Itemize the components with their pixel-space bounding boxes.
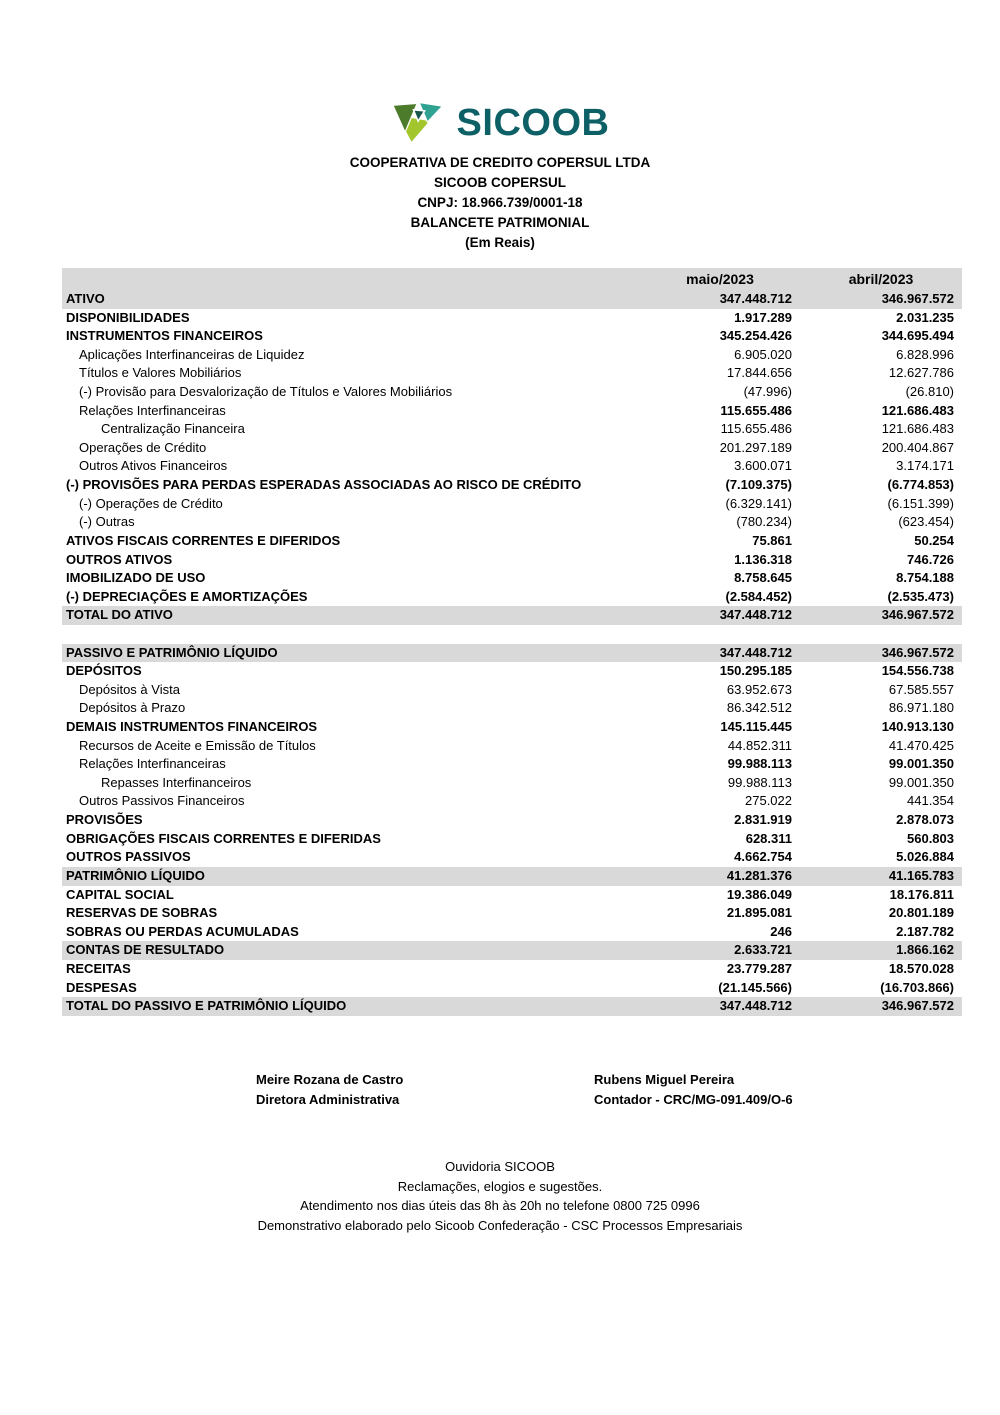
row-value-maio: 115.655.486 bbox=[720, 421, 792, 437]
table-row bbox=[62, 792, 962, 811]
table-row bbox=[62, 327, 962, 346]
row-value-maio: 99.988.113 bbox=[727, 756, 792, 772]
row-label: RECEITAS bbox=[66, 960, 131, 976]
table-row bbox=[62, 848, 962, 867]
row-label: DEMAIS INSTRUMENTOS FINANCEIROS bbox=[66, 719, 318, 735]
table-row bbox=[62, 830, 962, 849]
table-row bbox=[62, 420, 962, 439]
row-value-abril: 6.828.996 bbox=[896, 346, 954, 362]
row-value-abril: 154.556.738 bbox=[881, 663, 954, 679]
row-value-maio: (6.329.141) bbox=[725, 495, 792, 511]
row-label: DESPESAS bbox=[66, 979, 137, 995]
row-value-abril: 140.913.130 bbox=[881, 719, 954, 735]
table-row bbox=[62, 718, 962, 737]
report-title: BALANCETE PATRIMONIAL bbox=[410, 215, 590, 230]
row-value-maio: 201.297.189 bbox=[719, 439, 792, 455]
row-label: CAPITAL SOCIAL bbox=[66, 886, 174, 902]
row-value-abril: (6.151.399) bbox=[887, 495, 954, 511]
table-row bbox=[62, 606, 962, 625]
row-label: Centralização Financeira bbox=[101, 421, 245, 437]
table-row bbox=[62, 755, 962, 774]
table-row bbox=[62, 960, 962, 979]
row-value-abril: 2.031.235 bbox=[896, 309, 954, 325]
row-value-abril: 346.967.572 bbox=[881, 291, 954, 306]
table-row bbox=[62, 290, 962, 309]
table-row bbox=[62, 569, 962, 588]
row-value-abril: 18.570.028 bbox=[888, 960, 954, 976]
row-value-abril: 746.726 bbox=[907, 551, 954, 567]
table-row bbox=[62, 979, 962, 998]
row-value-maio: 44.852.311 bbox=[727, 737, 792, 753]
row-value-abril: 3.174.171 bbox=[896, 458, 954, 474]
balance-table bbox=[62, 268, 962, 1016]
row-label: Relações Interfinanceiras bbox=[79, 402, 226, 418]
row-value-abril: 41.165.783 bbox=[888, 867, 954, 883]
footer-atendimento: Atendimento nos dias úteis das 8h às 20h no telefone 0800 725 0996 bbox=[300, 1198, 700, 1213]
sicoob-logo-icon bbox=[391, 96, 449, 150]
row-label: Relações Interfinanceiras bbox=[79, 756, 226, 772]
sicoob-wordmark: SICOOB bbox=[456, 101, 610, 144]
row-value-abril: 346.967.572 bbox=[881, 998, 954, 1014]
row-value-abril: (623.454) bbox=[898, 514, 954, 530]
row-value-abril: 560.803 bbox=[907, 830, 954, 846]
row-value-abril: 67.585.557 bbox=[888, 681, 954, 697]
row-value-maio: 2.633.721 bbox=[734, 942, 792, 958]
row-value-maio: 246 bbox=[770, 923, 792, 939]
row-label: Outros Ativos Financeiros bbox=[79, 458, 228, 474]
row-value-abril: 99.001.350 bbox=[888, 756, 954, 772]
header-spacer bbox=[62, 268, 640, 290]
currency-note: (Em Reais) bbox=[465, 235, 535, 250]
table-row bbox=[62, 439, 962, 458]
document-title-block bbox=[0, 153, 1000, 253]
row-value-maio: 145.115.445 bbox=[720, 719, 792, 735]
cnpj: CNPJ: 18.966.739/0001-18 bbox=[417, 195, 583, 210]
column-header-abril: abril/2023 bbox=[848, 271, 914, 287]
row-label: PATRIMÔNIO LÍQUIDO bbox=[66, 867, 205, 883]
table-row bbox=[62, 625, 962, 644]
footer-ouvidoria: Ouvidoria SICOOB bbox=[445, 1159, 555, 1174]
row-value-abril: 344.695.494 bbox=[881, 328, 954, 344]
row-value-abril: 346.967.572 bbox=[881, 607, 954, 623]
row-value-maio: 275.022 bbox=[745, 793, 792, 809]
row-value-maio: (780.234) bbox=[736, 514, 792, 530]
table-row bbox=[62, 811, 962, 830]
row-value-abril: 18.176.811 bbox=[889, 886, 954, 902]
table-row bbox=[62, 644, 962, 663]
row-value-abril: 12.627.786 bbox=[888, 365, 954, 381]
table-row bbox=[62, 346, 962, 365]
row-label: DEPÓSITOS bbox=[66, 663, 142, 679]
row-label: Depósitos à Prazo bbox=[79, 700, 186, 716]
signature-right bbox=[594, 1070, 793, 1110]
row-value-maio: 17.844.656 bbox=[726, 365, 792, 381]
row-value-maio: 347.448.712 bbox=[719, 644, 792, 660]
row-value-maio: 6.905.020 bbox=[734, 346, 792, 362]
row-label: Outros Passivos Financeiros bbox=[79, 793, 245, 809]
row-label: TOTAL DO ATIVO bbox=[66, 607, 173, 623]
table-row bbox=[62, 476, 962, 495]
table-row bbox=[62, 774, 962, 793]
row-label: PASSIVO E PATRIMÔNIO LÍQUIDO bbox=[66, 644, 278, 660]
entity-name: SICOOB COPERSUL bbox=[433, 175, 566, 190]
row-value-maio: 23.779.287 bbox=[726, 960, 792, 976]
table-row bbox=[62, 532, 962, 551]
table-row bbox=[62, 904, 962, 923]
row-value-abril: (16.703.866) bbox=[880, 979, 954, 995]
row-value-maio: 345.254.426 bbox=[719, 328, 792, 344]
table-row bbox=[62, 495, 962, 514]
row-value-maio: 347.448.712 bbox=[719, 998, 792, 1014]
row-label: ATIVOS FISCAIS CORRENTES E DIFERIDOS bbox=[66, 532, 341, 548]
row-value-maio: 347.448.712 bbox=[719, 291, 792, 306]
table-row bbox=[62, 737, 962, 756]
row-value-maio: 21.895.081 bbox=[726, 905, 792, 921]
row-value-maio: (2.584.452) bbox=[725, 588, 792, 604]
row-value-abril: 2.878.073 bbox=[896, 812, 954, 828]
table-row bbox=[62, 681, 962, 700]
table-row bbox=[62, 588, 962, 607]
row-value-abril: 5.026.884 bbox=[896, 849, 954, 865]
row-label: SOBRAS OU PERDAS ACUMULADAS bbox=[66, 923, 299, 939]
table-row bbox=[62, 886, 962, 905]
column-header-maio: maio/2023 bbox=[686, 271, 754, 287]
row-value-abril: 1.866.162 bbox=[896, 942, 954, 958]
footer-reclamacoes: Reclamações, elogios e sugestões. bbox=[397, 1178, 603, 1194]
signature-left bbox=[256, 1070, 403, 1110]
row-value-maio: 41.281.376 bbox=[726, 867, 792, 883]
row-label: RESERVAS DE SOBRAS bbox=[66, 905, 218, 921]
signature-right-name: Rubens Miguel Pereira bbox=[594, 1072, 735, 1087]
row-label: IMOBILIZADO DE USO bbox=[66, 570, 206, 586]
row-label: Depósitos à Vista bbox=[79, 681, 180, 697]
row-value-maio: 4.662.754 bbox=[734, 849, 792, 865]
row-value-maio: (21.145.566) bbox=[718, 979, 792, 995]
table-row bbox=[62, 402, 962, 421]
row-label: Aplicações Interfinanceiras de Liquidez bbox=[79, 346, 305, 362]
cooperative-name: COOPERATIVA DE CREDITO COPERSUL LTDA bbox=[349, 155, 651, 170]
row-label: ATIVO bbox=[66, 291, 105, 306]
row-value-abril: 8.754.188 bbox=[896, 570, 954, 586]
row-label: (-) Outras bbox=[79, 514, 135, 530]
row-label: (-) DEPRECIAÇÕES E AMORTIZAÇÕES bbox=[66, 588, 308, 604]
table-row bbox=[62, 662, 962, 681]
row-label: Repasses Interfinanceiros bbox=[101, 774, 252, 790]
row-value-abril: 346.967.572 bbox=[881, 644, 954, 660]
row-value-maio: 86.342.512 bbox=[726, 700, 792, 716]
sicoob-logo bbox=[0, 96, 1000, 150]
row-value-maio: 347.448.712 bbox=[719, 607, 792, 623]
table-row bbox=[62, 383, 962, 402]
row-value-abril: 200.404.867 bbox=[881, 439, 954, 455]
row-value-maio: 75.861 bbox=[752, 532, 792, 548]
row-value-abril: 41.470.425 bbox=[888, 737, 954, 753]
row-value-maio: 63.952.673 bbox=[726, 681, 792, 697]
row-label: Recursos de Aceite e Emissão de Títulos bbox=[79, 737, 316, 753]
row-label: OUTROS PASSIVOS bbox=[66, 849, 191, 865]
signature-right-role: Contador - CRC/MG-091.409/O-6 bbox=[594, 1092, 793, 1107]
row-label: (-) Operações de Crédito bbox=[79, 495, 223, 511]
table-row bbox=[62, 309, 962, 328]
table-row bbox=[62, 699, 962, 718]
table-row bbox=[62, 923, 962, 942]
signature-left-name: Meire Rozana de Castro bbox=[256, 1072, 404, 1087]
row-value-abril: 50.254 bbox=[914, 532, 954, 548]
row-value-abril: (26.810) bbox=[905, 384, 954, 400]
row-value-maio: (47.996) bbox=[743, 384, 792, 400]
table-row bbox=[62, 551, 962, 570]
row-label: (-) PROVISÕES PARA PERDAS ESPERADAS ASSOCIADAS AO RISCO DE CRÉDITO bbox=[66, 477, 582, 493]
row-value-maio: 8.758.645 bbox=[734, 570, 792, 586]
row-value-abril: 2.187.782 bbox=[896, 923, 954, 939]
row-label: Operações de Crédito bbox=[79, 439, 207, 455]
table-row bbox=[62, 997, 962, 1016]
row-label: DISPONIBILIDADES bbox=[66, 309, 190, 325]
row-value-abril: 441.354 bbox=[907, 793, 954, 809]
row-label: CONTAS DE RESULTADO bbox=[66, 942, 225, 958]
table-row bbox=[62, 364, 962, 383]
row-value-maio: 1.917.289 bbox=[734, 309, 792, 325]
row-label: Títulos e Valores Mobiliários bbox=[79, 365, 242, 381]
row-label: TOTAL DO PASSIVO E PATRIMÔNIO LÍQUIDO bbox=[66, 998, 347, 1014]
row-value-maio: 150.295.185 bbox=[719, 663, 792, 679]
row-value-abril: 121.686.483 bbox=[881, 421, 954, 437]
row-value-maio: 1.136.318 bbox=[734, 551, 792, 567]
row-value-maio: 115.655.486 bbox=[720, 402, 792, 418]
row-label: PROVISÕES bbox=[66, 812, 143, 828]
row-value-maio: 2.831.919 bbox=[734, 812, 792, 828]
table-row bbox=[62, 867, 962, 886]
table-row bbox=[62, 457, 962, 476]
row-value-maio: 628.311 bbox=[745, 830, 792, 846]
row-value-abril: 99.001.350 bbox=[888, 774, 954, 790]
table-row bbox=[62, 513, 962, 532]
row-value-abril: (2.535.473) bbox=[887, 588, 954, 604]
footer bbox=[0, 1157, 1000, 1235]
row-value-maio: 99.988.113 bbox=[727, 774, 792, 790]
row-value-abril: 86.971.180 bbox=[888, 700, 954, 716]
row-label: OBRIGAÇÕES FISCAIS CORRENTES E DIFERIDAS bbox=[66, 830, 381, 846]
row-label: OUTROS ATIVOS bbox=[66, 551, 173, 567]
table-header-row bbox=[62, 268, 962, 290]
signature-left-role: Diretora Administrativa bbox=[256, 1092, 400, 1107]
footer-demonstrativo: Demonstrativo elaborado pelo Sicoob Confederação - CSC Processos Empresariais bbox=[257, 1217, 743, 1233]
row-value-abril: 121.686.483 bbox=[881, 402, 954, 418]
table-row bbox=[62, 941, 962, 960]
table-body bbox=[62, 290, 962, 1016]
row-value-maio: (7.109.375) bbox=[725, 477, 792, 493]
row-value-maio: 3.600.071 bbox=[734, 458, 792, 474]
row-label: INSTRUMENTOS FINANCEIROS bbox=[66, 328, 263, 344]
row-value-abril: 20.801.189 bbox=[888, 905, 954, 921]
row-value-abril: (6.774.853) bbox=[887, 477, 954, 493]
row-value-maio: 19.386.049 bbox=[726, 886, 792, 902]
row-label: (-) Provisão para Desvalorização de Títulos e Valores Mobiliários bbox=[79, 384, 453, 400]
